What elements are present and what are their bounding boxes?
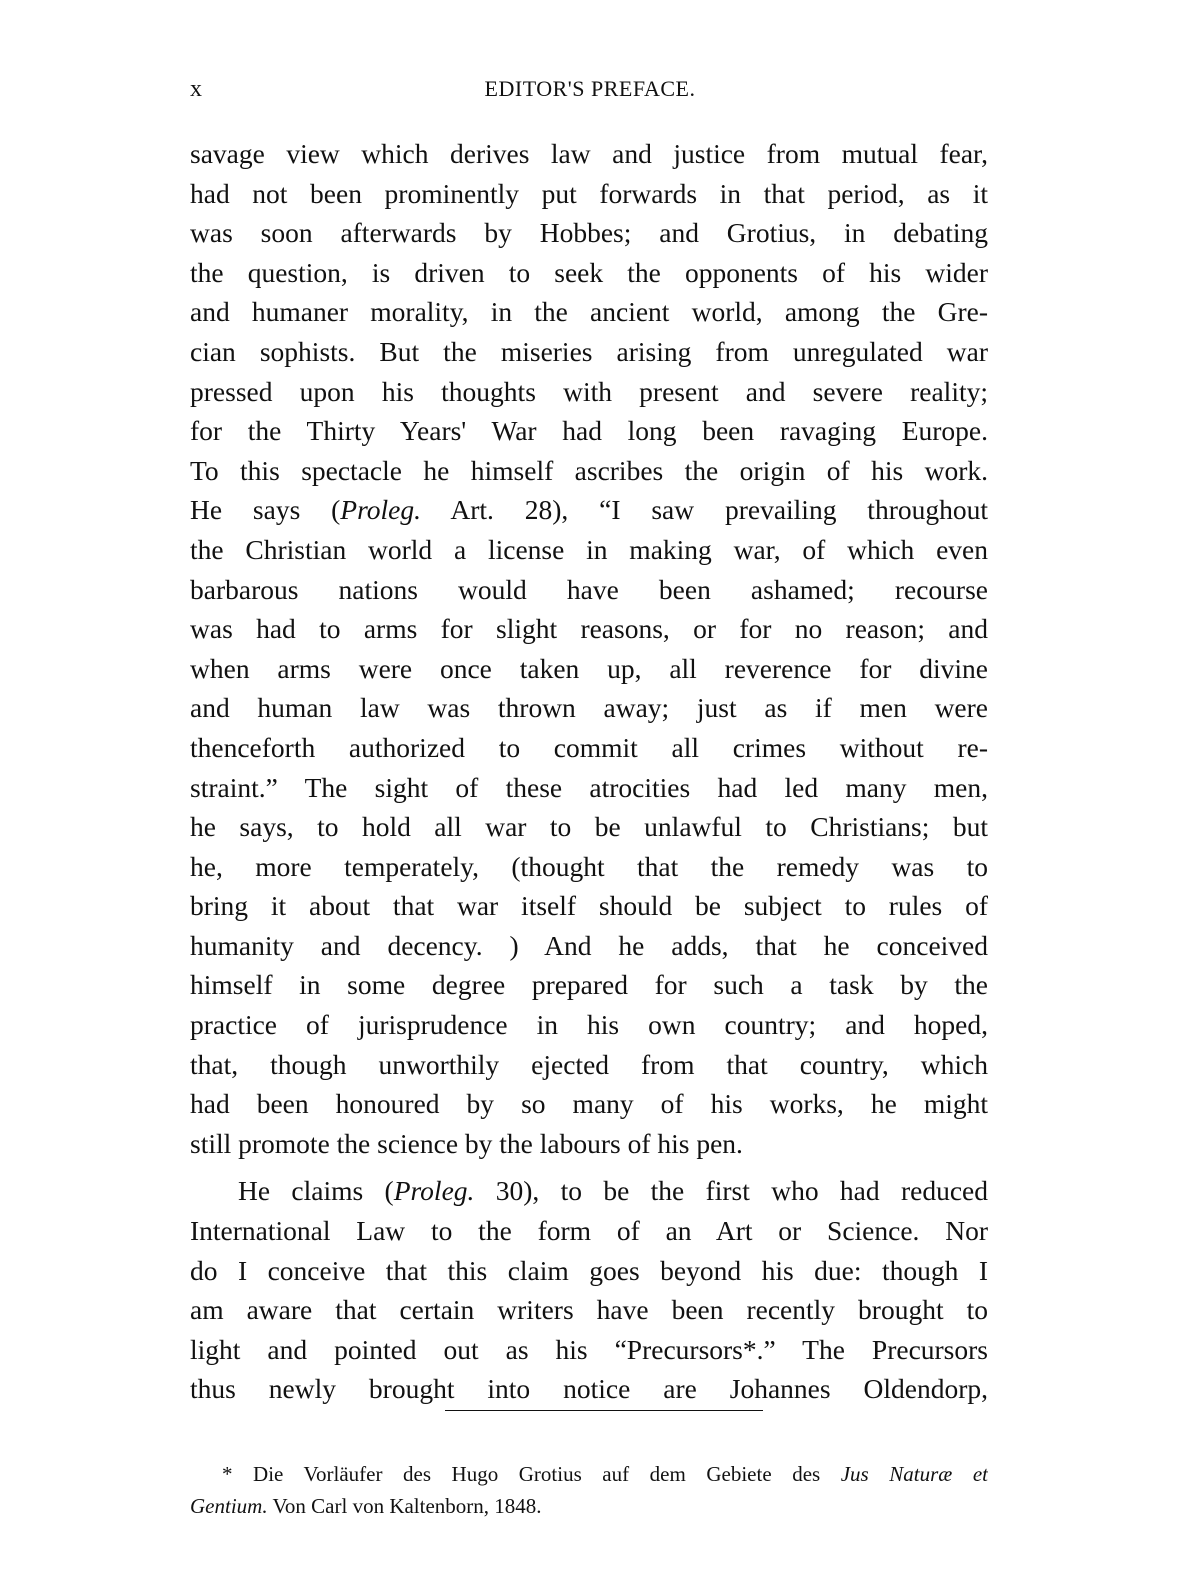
text-line: straint.” The sight of these atrocities had led many men, — [190, 771, 988, 803]
text-line: do I conceive that this claim goes beyond his due: though I — [190, 1254, 988, 1286]
text-line: thus newly brought into notice are Johannes Oldendorp, — [190, 1373, 988, 1405]
italic-title: Gentium. — [190, 1494, 268, 1518]
page-number: x — [190, 76, 202, 102]
text-line: for the Thirty Years' War had long been ravaging Europe. — [190, 415, 988, 447]
running-head — [190, 76, 990, 106]
text-segment: He says ( — [190, 494, 341, 526]
text-line — [190, 1171, 988, 1211]
text-line: savage view which derives law and justice from mutual fear, — [190, 138, 988, 169]
text-segment: He claims ( — [238, 1175, 394, 1207]
paragraph-gap — [190, 1163, 988, 1171]
text-line: thenceforth authorized to commit all crimes without re- — [190, 731, 988, 763]
italic-citation: Proleg. — [340, 494, 421, 526]
text-line: was soon afterwards by Hobbes; and Grotius, in debating — [190, 217, 988, 249]
body-text — [190, 134, 988, 1409]
text-segment: Von Carl von Kaltenborn, 1848. — [267, 1494, 542, 1518]
text-segment: 30), to be the first who had reduced — [474, 1175, 988, 1207]
running-title: EDITOR'S PREFACE. — [484, 76, 696, 101]
text-line: had been honoured by so many of his works, he might — [190, 1088, 988, 1120]
text-line — [190, 490, 988, 530]
footnote — [190, 1458, 988, 1522]
text-line: was had to arms for slight reasons, or for no reason; and — [190, 613, 988, 645]
text-line: practice of jurisprudence in his own country; and hoped, — [190, 1009, 988, 1041]
text-line: he, more temperately, (thought that the remedy was to — [190, 850, 988, 882]
text-line: pressed upon his thoughts with present and severe reality; — [190, 375, 988, 407]
text-line: himself in some degree prepared for such a task by the — [190, 969, 988, 1001]
text-segment: Art. 28), “I saw prevailing throughout — [421, 494, 988, 526]
text-line: the Christian world a license in making war, of which even — [190, 533, 988, 565]
text-line: International Law to the form of an Art or Science. Nor — [190, 1215, 988, 1247]
text-line: the question, is driven to seek the opponents of his wider — [190, 256, 988, 288]
text-line: humanity and decency. ) And he adds, that he conceived — [190, 929, 988, 961]
text-line: that, though unworthily ejected from that country, which — [190, 1048, 988, 1080]
footnote-line — [190, 1490, 988, 1522]
text-line: To this spectacle he himself ascribes the origin of his work. — [190, 454, 988, 486]
text-line: barbarous nations would have been ashamed; recourse — [190, 573, 988, 605]
footnote-rule — [445, 1410, 763, 1411]
text-segment: * Die Vorläufer des Hugo Grotius auf dem Gebiete des — [222, 1462, 841, 1486]
text-line: light and pointed out as his “Precursors*.” The Precursors — [190, 1333, 988, 1365]
text-line: when arms were once taken up, all reverence for divine — [190, 652, 988, 684]
italic-title: Jus Naturæ et — [840, 1462, 988, 1486]
text-line: he says, to hold all war to be unlawful to Christians; but — [190, 811, 988, 843]
text-line: cian sophists. But the miseries arising from unregulated war — [190, 335, 988, 367]
text-line: bring it about that war itself should be subject to rules of — [190, 890, 988, 922]
text-line: had not been prominently put forwards in that period, as it — [190, 177, 988, 209]
footnote-line — [190, 1458, 988, 1490]
text-line: and humaner morality, in the ancient world, among the Gre- — [190, 296, 988, 328]
text-line: and human law was thrown away; just as if men were — [190, 692, 988, 724]
text-line: still promote the science by the labours of his pen. — [190, 1127, 743, 1159]
text-line: am aware that certain writers have been recently brought to — [190, 1294, 988, 1326]
italic-citation: Proleg. — [393, 1175, 475, 1207]
